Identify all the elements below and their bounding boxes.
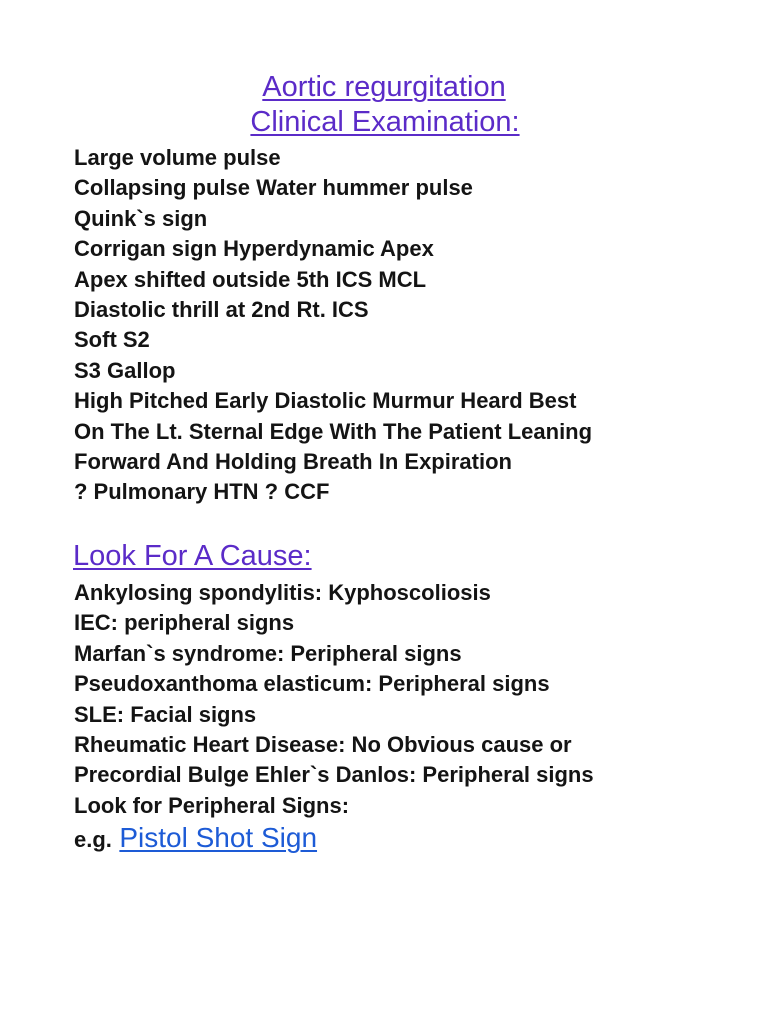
list-item: Look for Peripheral Signs: [74, 792, 350, 818]
example-prefix: e.g. [74, 827, 112, 852]
list-item: Collapsing pulse Water hummer pulse [74, 175, 473, 201]
list-item: ? Pulmonary HTN ? CCF [74, 479, 330, 505]
list-item: Apex shifted outside 5th ICS MCL [74, 266, 427, 292]
causes-list [74, 578, 754, 821]
list-item: Large volume pulse [74, 145, 281, 170]
page-title: Aortic regurgitation [262, 71, 506, 103]
example-line [74, 820, 317, 861]
list-item: Corrigan sign Hyperdynamic Apex [74, 236, 434, 262]
list-item: S3 Gallop [74, 357, 176, 383]
list-item: Precordial Bulge Ehler`s Danlos: Peripheral signs [74, 762, 594, 788]
list-item: SLE: Facial signs [74, 701, 257, 727]
list-item: Marfan`s syndrome: Peripheral signs [74, 640, 462, 666]
list-item: Soft S2 [74, 327, 150, 353]
section-heading-clinical-examination: Clinical Examination: [250, 106, 520, 138]
list-item: Ankylosing spondylitis: Kyphoscoliosis [74, 580, 491, 605]
list-item: High Pitched Early Diastolic Murmur Heard Best [74, 388, 577, 414]
list-item: Pseudoxanthoma elasticum: Peripheral signs [74, 671, 550, 697]
list-item: IEC: peripheral signs [74, 610, 295, 636]
title-block [0, 70, 768, 140]
list-item: Diastolic thrill at 2nd Rt. ICS [74, 297, 369, 323]
section-heading-look-for-cause: Look For A Cause: [73, 540, 312, 572]
pistol-shot-sign-link[interactable]: Pistol Shot Sign [119, 822, 318, 853]
list-item: Quink`s sign [74, 205, 208, 231]
list-item: On The Lt. Sternal Edge With The Patient Leaning [74, 418, 593, 444]
list-item: Forward And Holding Breath In Expiration [74, 449, 512, 475]
list-item: Rheumatic Heart Disease: No Obvious cause or [74, 732, 572, 758]
exam-findings-list [74, 143, 754, 508]
